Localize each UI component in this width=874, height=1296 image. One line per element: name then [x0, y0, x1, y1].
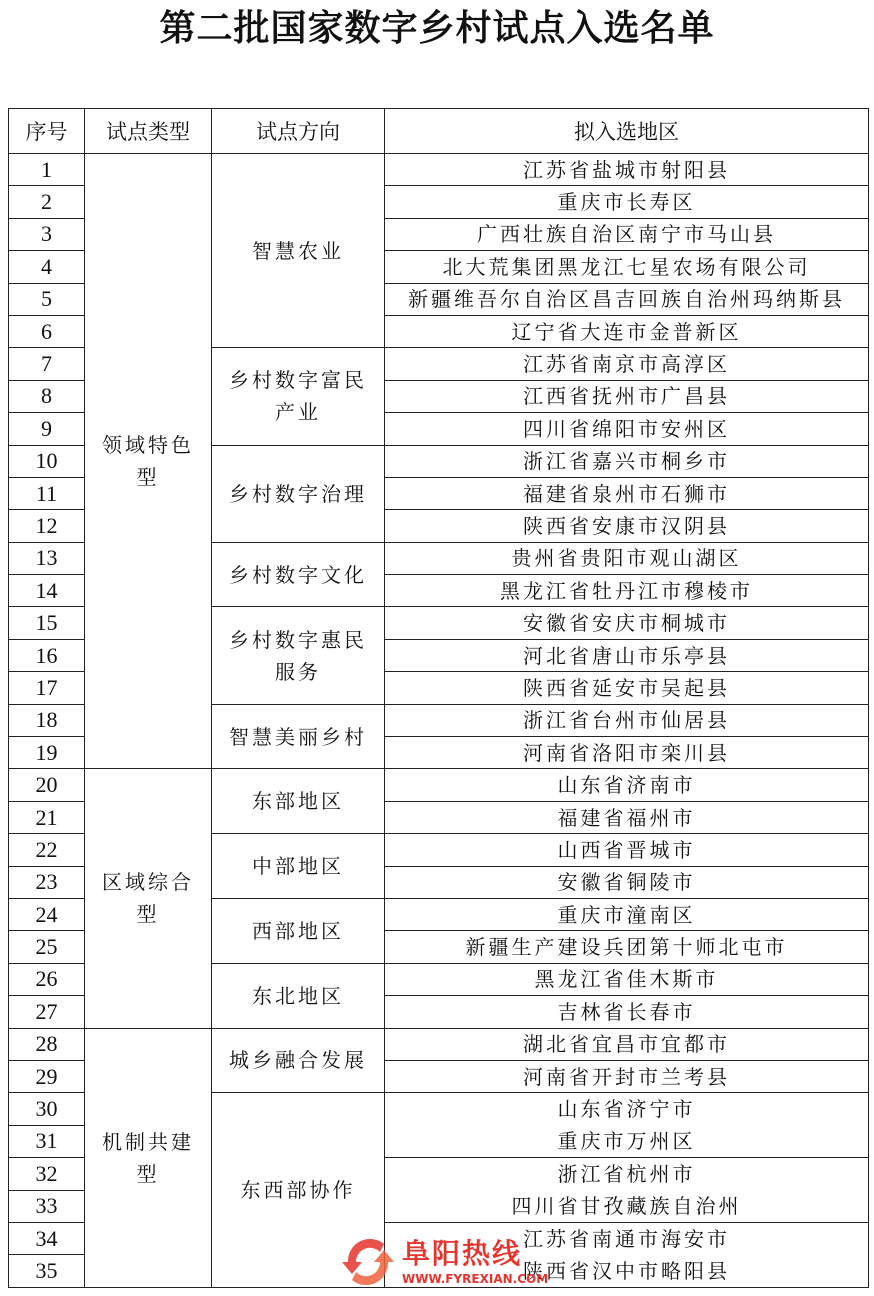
row-number: 20 — [9, 769, 85, 801]
row-number: 32 — [9, 1158, 85, 1190]
row-number: 5 — [9, 283, 85, 315]
row-number: 24 — [9, 898, 85, 930]
row-number: 18 — [9, 704, 85, 736]
table-body — [9, 154, 869, 1288]
region-cell: 河南省洛阳市栾川县 — [385, 737, 869, 769]
pilot-direction-cell: 城乡融合发展 — [212, 1028, 385, 1093]
row-number: 28 — [9, 1028, 85, 1060]
row-number: 30 — [9, 1093, 85, 1125]
region-cell: 黑龙江省佳木斯市 — [385, 963, 869, 995]
region-cell: 北大荒集团黑龙江七星农场有限公司 — [385, 251, 869, 283]
region-cell: 安徽省安庆市桐城市 — [385, 607, 869, 639]
region-cell: 安徽省铜陵市 — [385, 866, 869, 898]
row-number: 15 — [9, 607, 85, 639]
pilot-direction-cell: 东西部协作 — [212, 1093, 385, 1287]
row-number: 25 — [9, 931, 85, 963]
row-number: 13 — [9, 542, 85, 574]
region-cell: 山西省晋城市 — [385, 834, 869, 866]
region-cell: 新疆维吾尔自治区昌吉回族自治州玛纳斯县 — [385, 283, 869, 315]
region-cell: 陕西省延安市吴起县 — [385, 672, 869, 704]
region-cell: 重庆市长寿区 — [385, 186, 869, 218]
header-region: 拟入选地区 — [385, 109, 869, 154]
row-number: 26 — [9, 963, 85, 995]
pilot-list-table — [8, 108, 869, 1288]
row-number: 21 — [9, 801, 85, 833]
region-cell: 重庆市万州区 — [385, 1125, 869, 1157]
row-number: 9 — [9, 413, 85, 445]
row-number: 2 — [9, 186, 85, 218]
region-cell: 江苏省盐城市射阳县 — [385, 154, 869, 186]
region-cell: 江苏省南通市海安市 — [385, 1222, 869, 1254]
row-number: 11 — [9, 477, 85, 509]
region-cell: 吉林省长春市 — [385, 996, 869, 1028]
row-number: 3 — [9, 218, 85, 250]
row-number: 12 — [9, 510, 85, 542]
region-cell: 四川省绵阳市安州区 — [385, 413, 869, 445]
pilot-direction-cell: 乡村数字治理 — [212, 445, 385, 542]
row-number: 29 — [9, 1060, 85, 1092]
region-cell: 黑龙江省牡丹江市穆棱市 — [385, 575, 869, 607]
table-row — [9, 154, 869, 186]
region-cell: 新疆生产建设兵团第十师北屯市 — [385, 931, 869, 963]
region-cell: 湖北省宜昌市宜都市 — [385, 1028, 869, 1060]
pilot-direction-cell: 东部地区 — [212, 769, 385, 834]
region-cell: 四川省甘孜藏族自治州 — [385, 1190, 869, 1222]
region-cell: 浙江省杭州市 — [385, 1158, 869, 1190]
header-no: 序号 — [9, 109, 85, 154]
watermark-text: 阜阳热线 — [402, 1237, 523, 1270]
region-cell: 江西省抚州市广昌县 — [385, 380, 869, 412]
region-cell: 辽宁省大连市金普新区 — [385, 315, 869, 347]
pilot-direction-cell: 乡村数字文化 — [212, 542, 385, 607]
region-cell: 广西壮族自治区南宁市马山县 — [385, 218, 869, 250]
row-number: 7 — [9, 348, 85, 380]
row-number: 35 — [9, 1255, 85, 1287]
region-cell: 浙江省嘉兴市桐乡市 — [385, 445, 869, 477]
table-header-row — [9, 109, 869, 154]
row-number: 19 — [9, 737, 85, 769]
row-number: 4 — [9, 251, 85, 283]
region-cell: 浙江省台州市仙居县 — [385, 704, 869, 736]
row-number: 8 — [9, 380, 85, 412]
region-cell: 山东省济宁市 — [385, 1093, 869, 1125]
row-number: 1 — [9, 154, 85, 186]
region-cell: 陕西省安康市汉阴县 — [385, 510, 869, 542]
region-cell: 福建省泉州市石狮市 — [385, 477, 869, 509]
row-number: 34 — [9, 1222, 85, 1254]
pilot-direction-cell: 智慧农业 — [212, 154, 385, 348]
row-number: 6 — [9, 315, 85, 347]
region-cell: 山东省济南市 — [385, 769, 869, 801]
row-number: 16 — [9, 639, 85, 671]
pilot-direction-cell: 智慧美丽乡村 — [212, 704, 385, 769]
row-number: 31 — [9, 1125, 85, 1157]
table-row — [9, 769, 869, 801]
pilot-type-cell: 领域特色型 — [85, 154, 212, 769]
region-cell: 重庆市潼南区 — [385, 898, 869, 930]
pilot-direction-cell: 东北地区 — [212, 963, 385, 1028]
region-cell: 江苏省南京市高淳区 — [385, 348, 869, 380]
pilot-direction-cell: 中部地区 — [212, 834, 385, 899]
region-cell: 贵州省贵阳市观山湖区 — [385, 542, 869, 574]
table-row — [9, 1028, 869, 1060]
header-type: 试点类型 — [85, 109, 212, 154]
page-title: 第二批国家数字乡村试点入选名单 — [159, 7, 715, 49]
row-number: 23 — [9, 866, 85, 898]
region-cell: 福建省福州市 — [385, 801, 869, 833]
pilot-type-cell: 机制共建型 — [85, 1028, 212, 1287]
row-number: 17 — [9, 672, 85, 704]
row-number: 27 — [9, 996, 85, 1028]
pilot-direction-cell: 西部地区 — [212, 898, 385, 963]
row-number: 14 — [9, 575, 85, 607]
region-cell: 陕西省汉中市略阳县 — [385, 1255, 869, 1287]
row-number: 10 — [9, 445, 85, 477]
pilot-direction-cell: 乡村数字惠民服务 — [212, 607, 385, 704]
header-direction: 试点方向 — [212, 109, 385, 154]
pilot-direction-cell: 乡村数字富民产业 — [212, 348, 385, 445]
region-cell: 河南省开封市兰考县 — [385, 1060, 869, 1092]
region-cell: 河北省唐山市乐亭县 — [385, 639, 869, 671]
watermark-url: WWW.FYREXIAN.COM — [402, 1272, 549, 1286]
pilot-type-cell: 区域综合型 — [85, 769, 212, 1028]
row-number: 33 — [9, 1190, 85, 1222]
row-number: 22 — [9, 834, 85, 866]
